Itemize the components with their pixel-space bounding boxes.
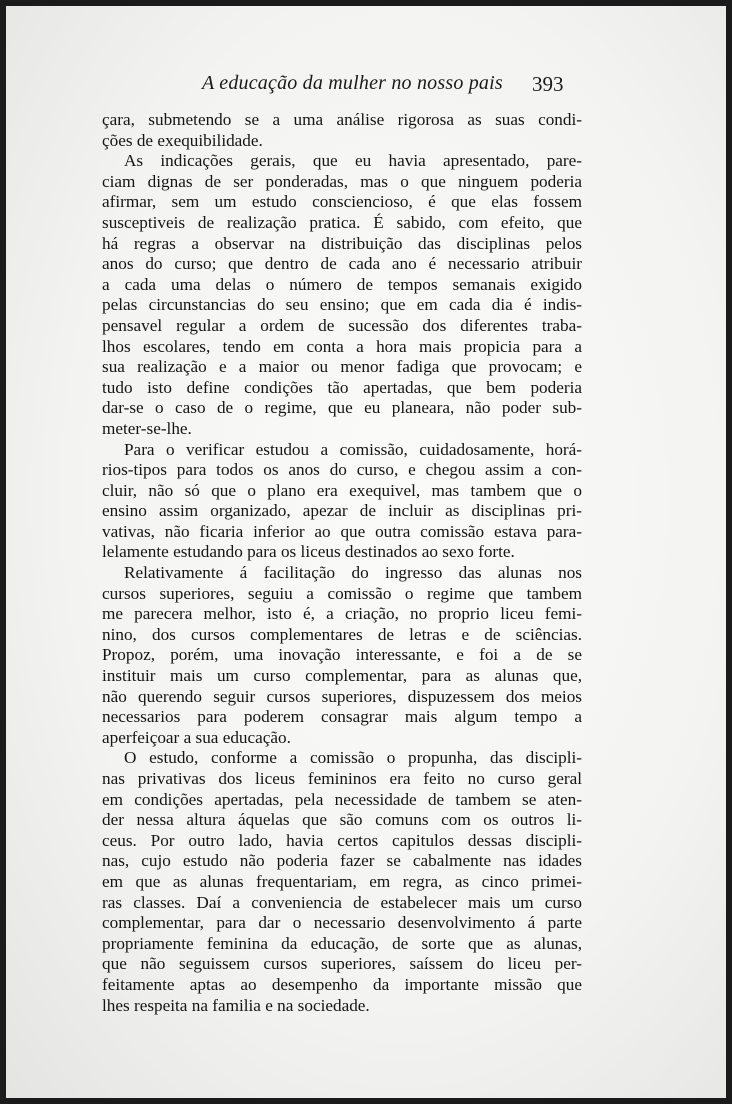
page-header — [6, 72, 726, 102]
text-line: complementar, para dar o necessario desenvolvimento á parte — [102, 913, 582, 933]
text-line: As indicações gerais, que eu havia apresentado, pare- — [124, 151, 582, 171]
text-line: dar-se o caso de o regime, que eu planeara, não poder sub- — [102, 398, 582, 418]
text-line: cursos superiores, seguiu a comissão o regime que tambem — [102, 583, 582, 603]
text-line: ras classes. Daí a conveniencia de estabelecer mais um curso — [102, 892, 582, 912]
text-line: propriamente feminina da educação, de sorte que as alunas, — [102, 933, 582, 953]
text-line: não querendo seguir cursos superiores, dispuzessem dos meios — [102, 686, 582, 706]
text-line: em condições apertadas, pela necessidade de tambem se aten- — [102, 789, 582, 809]
text-line: em que as alunas frequentariam, em regra, as cinco primei- — [102, 871, 582, 891]
text-line: há regras a observar na distribuição das disciplinas pelos — [102, 233, 582, 253]
text-line: me parecera melhor, isto é, a criação, no proprio liceu femi- — [102, 604, 582, 624]
text-line: der nessa altura áquelas que são comuns com os outros li- — [102, 810, 582, 830]
text-line: instituir mais um curso complementar, para as alunas que, — [102, 666, 582, 686]
text-line: que não seguissem cursos superiores, saíssem do liceu per- — [102, 954, 582, 974]
text-line: pelas circunstancias do seu ensino; que em cada dia é indis- — [102, 295, 582, 315]
text-line: nas privativas dos liceus femininos era feito no curso geral — [102, 769, 582, 788]
text-line: aperfeiçoar a sua educação. — [102, 727, 291, 747]
text-line: ceus. Por outro lado, havia certos capitulos dessas discipli- — [102, 830, 582, 850]
text-line: lelamente estudando para os liceus destinados ao sexo forte. — [102, 542, 515, 562]
text-line: cluir, não só que o plano era exequivel, mas tambem que o — [102, 480, 582, 500]
text-line: lhos escolares, tendo em conta a hora mais propicia para a — [102, 336, 582, 356]
text-line: a cada uma delas o número de tempos semanais exigido — [102, 274, 582, 294]
text-line: pensavel regular a ordem de sucessão dos diferentes traba- — [102, 315, 582, 335]
text-line: susceptiveis de realização pratica. É sabido, com efeito, que — [102, 212, 582, 232]
body-text — [102, 110, 582, 1016]
text-line: tudo isto define condições tão apertadas, que bem poderia — [102, 377, 582, 397]
text-line: ensino assim organizado, apezar de incluir as disciplinas pri- — [102, 501, 582, 521]
text-line: necessarios para poderem consagrar mais algum tempo a — [102, 707, 582, 727]
text-line: feitamente aptas ao desempenho da importante missão que — [102, 974, 582, 994]
text-line: çara, submetendo se a uma análise rigorosa as suas condi- — [102, 110, 582, 129]
text-line: nas, cujo estudo não poderia fazer se cabalmente nas idades — [102, 851, 582, 871]
text-line: O estudo, conforme a comissão o propunha, das discipli- — [124, 748, 582, 768]
text-line: lhes respeita na familia e na sociedade. — [102, 995, 370, 1015]
text-line: nino, dos cursos complementares de letras e de sciências. — [102, 624, 582, 644]
text-line: vativas, não ficaria inferior ao que outra comissão estava para- — [102, 521, 582, 541]
text-line: Para o verificar estudou a comissão, cuidadosamente, horá- — [124, 439, 582, 459]
text-line: meter-se-lhe. — [102, 418, 192, 438]
text-line: anos do curso; que dentro de cada ano é necessario atribuir — [102, 254, 582, 274]
text-line: afirmar, sem um estudo consciencioso, é que elas fossem — [102, 192, 582, 212]
text-line: Relativamente á facilitação do ingresso das alunas nos — [124, 563, 582, 583]
page-number: 393 — [532, 72, 564, 96]
text-line: Propoz, porém, uma inovação interessante, e foi a de se — [102, 645, 582, 665]
text-line: ções de exequibilidade. — [102, 130, 263, 150]
text-line: ciam dignas de ser ponderadas, mas o que ninguem poderia — [102, 171, 582, 191]
text-line: rios-tipos para todos os anos do curso, e chegou assim a con- — [102, 460, 582, 480]
book-page — [6, 6, 726, 1098]
text-line: sua realização e a maior ou menor fadiga que provocam; e — [102, 357, 582, 377]
running-title: A educação da mulher no nosso pais — [202, 72, 503, 94]
